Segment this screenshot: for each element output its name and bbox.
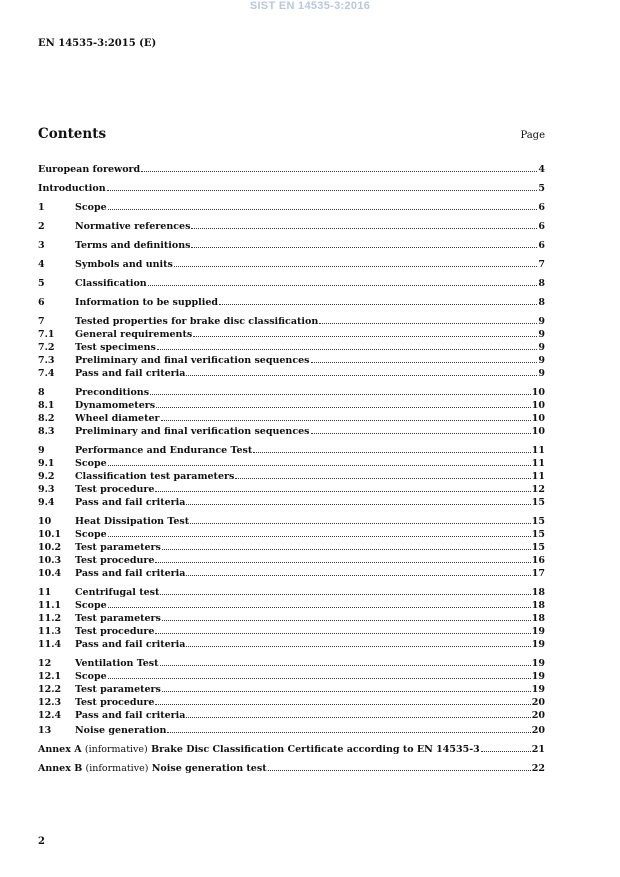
toc-entry-page: 16 [531, 555, 545, 566]
toc-entry-number: 8.1 [38, 400, 55, 411]
dot-leader [190, 522, 531, 524]
toc-entry-title: Pass and fail criteria [75, 497, 186, 508]
toc-entry-number: 12.4 [38, 710, 62, 721]
dot-leader [219, 303, 537, 305]
dot-leader [161, 419, 531, 421]
toc-entry-number: 3 [38, 240, 45, 251]
toc-entry-title [38, 743, 480, 756]
toc-entry-number: 10.3 [38, 555, 62, 566]
dot-leader [186, 574, 530, 576]
toc-entry-page: 19 [531, 658, 545, 669]
toc-entry[interactable] [38, 599, 545, 612]
toc-entry-page: 6 [538, 202, 545, 213]
toc-entry[interactable] [38, 762, 545, 775]
toc-entry[interactable] [38, 612, 545, 625]
toc-entry-number: 10.1 [38, 529, 62, 540]
toc-entry-page: 10 [531, 413, 545, 424]
page-column-label: Page [520, 130, 545, 141]
toc-entry-page: 8 [538, 278, 545, 289]
toc-entry[interactable] [38, 354, 545, 367]
toc-entry-page: 15 [531, 529, 545, 540]
toc-entry-page: 7 [538, 259, 545, 270]
toc-entry-title: Test procedure [75, 697, 155, 708]
dot-leader [155, 632, 530, 634]
toc-entry-page: 19 [531, 671, 545, 682]
toc-entry-title: Pass and fail criteria [75, 368, 186, 379]
toc-entry-number: 2 [38, 221, 45, 232]
toc-entry-number: 12 [38, 658, 52, 669]
toc-entry[interactable] [38, 399, 545, 412]
toc-entry-number: 11 [38, 587, 52, 598]
toc-entry-number: 10.2 [38, 542, 62, 553]
toc-entry-page: 18 [531, 600, 545, 611]
toc-entry-page: 20 [531, 697, 545, 708]
toc-entry-title: Heat Dissipation Test [75, 516, 190, 527]
toc-entry[interactable] [38, 277, 545, 290]
toc-entry[interactable] [38, 496, 545, 509]
toc-entry-page: 9 [538, 316, 545, 327]
toc-entry-page: 19 [531, 626, 545, 637]
toc-entry-title: Performance and Endurance Test [75, 445, 253, 456]
toc-entry[interactable] [38, 239, 545, 252]
toc-entry-page: 19 [531, 684, 545, 695]
toc-entry[interactable] [38, 541, 545, 554]
toc-entry-number: 13 [38, 725, 52, 736]
toc-entry-page: 15 [531, 542, 545, 553]
toc-entry-page: 9 [538, 355, 545, 366]
toc-entry-title: Terms and definitions [75, 240, 191, 251]
dot-leader [319, 322, 537, 324]
toc-entry-title: Preliminary and final verification sequences [75, 355, 310, 366]
toc-entry[interactable] [38, 328, 545, 341]
toc-entry-title: Pass and fail criteria [75, 568, 186, 579]
toc-entry-page: 22 [531, 763, 545, 774]
dot-leader [160, 593, 530, 595]
toc-entry-page: 6 [538, 240, 545, 251]
dot-leader [108, 464, 531, 466]
toc-entry-number: 8.3 [38, 426, 55, 437]
page-number: 2 [38, 836, 45, 847]
toc-entry-title: Classification [75, 278, 147, 289]
toc-entry-title: Test specimens [75, 342, 156, 353]
toc-entry[interactable] [38, 220, 545, 233]
annex-informative-label: (informative) [84, 744, 148, 755]
toc-entry-title: European foreword [38, 164, 141, 175]
toc-entry[interactable] [38, 444, 545, 457]
toc-entry-title: Pass and fail criteria [75, 710, 186, 721]
toc-entry[interactable] [38, 296, 545, 309]
toc-entry-page: 10 [531, 426, 545, 437]
toc-entry-number: 12.1 [38, 671, 62, 682]
toc-entry[interactable] [38, 201, 545, 214]
toc-entry-number: 8 [38, 387, 45, 398]
toc-entry-title: Noise generation [75, 725, 167, 736]
dot-leader [162, 619, 531, 621]
toc-entry-number: 9 [38, 445, 45, 456]
toc-entry-number: 7.1 [38, 329, 55, 340]
toc-entry-number: 10.4 [38, 568, 62, 579]
toc-entry-title: Test procedure [75, 484, 155, 495]
toc-entry-number: 9.3 [38, 484, 55, 495]
dot-leader [311, 361, 538, 363]
toc-entry[interactable] [38, 567, 545, 580]
toc-entry-page: 15 [531, 516, 545, 527]
toc-entry-title: Scope [75, 671, 107, 682]
dot-leader [108, 606, 531, 608]
toc-entry-title [38, 762, 267, 775]
toc-entry-page: 5 [538, 183, 545, 194]
toc-entry[interactable] [38, 709, 545, 722]
toc-entry-title: Test parameters [75, 684, 161, 695]
toc-entry-page: 4 [538, 164, 545, 175]
document-id: EN 14535-3:2015 (E) [38, 38, 157, 49]
dot-leader [162, 690, 531, 692]
toc-entry-page: 19 [531, 639, 545, 650]
toc-entry-title: Test parameters [75, 613, 161, 624]
dot-leader [156, 406, 531, 408]
toc-entry-title: Classification test parameters [75, 471, 235, 482]
dot-leader [235, 477, 530, 479]
toc-entry[interactable] [38, 683, 545, 696]
toc-entry-number: 12.2 [38, 684, 62, 695]
toc-entry[interactable] [38, 625, 545, 638]
toc-entry-number: 7 [38, 316, 45, 327]
toc-entry-number: 11.2 [38, 613, 62, 624]
toc-entry-title: Wheel diameter [75, 413, 160, 424]
dot-leader [191, 227, 537, 229]
dot-leader [155, 490, 530, 492]
toc-entry-number: 11.3 [38, 626, 62, 637]
toc-entry-title: Introduction [38, 183, 106, 194]
dot-leader [167, 731, 530, 733]
toc-entry-title: Centrifugal test [75, 587, 160, 598]
toc-entry[interactable] [38, 515, 545, 528]
toc-entry-title: Normative references [75, 221, 191, 232]
dot-leader [193, 335, 537, 337]
toc-entry-number: 1 [38, 202, 45, 213]
dot-leader [162, 548, 531, 550]
toc-entry[interactable] [38, 367, 545, 380]
toc-entry-page: 8 [538, 297, 545, 308]
toc-entry[interactable] [38, 412, 545, 425]
table-of-contents [38, 163, 545, 775]
dot-leader [191, 246, 537, 248]
toc-entry-number: 9.2 [38, 471, 55, 482]
toc-entry-page: 6 [538, 221, 545, 232]
toc-entry[interactable] [38, 724, 545, 737]
toc-entry-title: Test procedure [75, 626, 155, 637]
toc-entry-number: 7.4 [38, 368, 55, 379]
toc-entry-title: Information to be supplied [75, 297, 219, 308]
toc-entry[interactable] [38, 470, 545, 483]
toc-entry-title: Symbols and units [75, 259, 173, 270]
toc-entry-number: 10 [38, 516, 52, 527]
toc-entry[interactable] [38, 163, 545, 176]
toc-entry-page: 18 [531, 613, 545, 624]
toc-entry-page: 18 [531, 587, 545, 598]
dot-leader [186, 645, 530, 647]
dot-leader [155, 703, 530, 705]
toc-entry-title: Scope [75, 600, 107, 611]
dot-leader [155, 561, 530, 563]
toc-entry-page: 11 [531, 445, 545, 456]
toc-entry-title: Test parameters [75, 542, 161, 553]
toc-entry-title: Pass and fail criteria [75, 639, 186, 650]
toc-entry[interactable] [38, 315, 545, 328]
toc-entry-page: 12 [531, 484, 545, 495]
toc-entry[interactable] [38, 743, 545, 756]
toc-entry-page: 9 [538, 368, 545, 379]
toc-entry-title: Scope [75, 202, 107, 213]
dot-leader [268, 769, 531, 771]
dot-leader [481, 750, 531, 752]
toc-entry[interactable] [38, 182, 545, 195]
dot-leader [148, 284, 538, 286]
toc-entry[interactable] [38, 554, 545, 567]
dot-leader [160, 664, 531, 666]
dot-leader [174, 265, 538, 267]
watermark: SIST EN 14535-3:2016 [249, 0, 371, 12]
toc-entry-title: Tested properties for brake disc classification [75, 316, 319, 327]
toc-entry[interactable] [38, 657, 545, 670]
toc-entry-page: 9 [538, 329, 545, 340]
annex-label: Annex A [38, 744, 82, 755]
toc-entry-title: Dynamometers [75, 400, 156, 411]
toc-entry[interactable] [38, 586, 545, 599]
toc-entry-number: 7.2 [38, 342, 55, 353]
toc-entry-page: 10 [531, 387, 545, 398]
dot-leader [311, 432, 531, 434]
toc-entry[interactable] [38, 483, 545, 496]
toc-entry-page: 11 [531, 471, 545, 482]
toc-entry-title: Test procedure [75, 555, 155, 566]
toc-entry-page: 11 [531, 458, 545, 469]
contents-heading: Contents [38, 126, 107, 142]
toc-entry[interactable] [38, 386, 545, 399]
toc-entry-number: 11.1 [38, 600, 62, 611]
dot-leader [141, 170, 537, 172]
toc-entry-number: 5 [38, 278, 45, 289]
annex-title: Brake Disc Classification Certificate according to EN 14535-3 [151, 744, 480, 755]
toc-entry-page: 20 [531, 725, 545, 736]
dot-leader [253, 451, 530, 453]
toc-entry-page: 17 [531, 568, 545, 579]
toc-entry[interactable] [38, 638, 545, 651]
toc-entry[interactable] [38, 528, 545, 541]
toc-entry[interactable] [38, 341, 545, 354]
toc-entry-page: 15 [531, 497, 545, 508]
toc-entry[interactable] [38, 258, 545, 271]
dot-leader [108, 535, 531, 537]
toc-entry[interactable] [38, 425, 545, 438]
annex-label: Annex B [38, 763, 83, 774]
toc-entry-number: 4 [38, 259, 45, 270]
dot-leader [107, 189, 538, 191]
dot-leader [150, 393, 531, 395]
toc-entry-title: Scope [75, 458, 107, 469]
dot-leader [186, 503, 530, 505]
toc-entry-title: Ventilation Test [75, 658, 159, 669]
toc-entry-page: 21 [531, 744, 545, 755]
toc-entry-page: 9 [538, 342, 545, 353]
dot-leader [157, 348, 538, 350]
toc-entry-page: 20 [531, 710, 545, 721]
toc-entry-page: 10 [531, 400, 545, 411]
toc-entry-number: 6 [38, 297, 45, 308]
toc-entry-title: General requirements [75, 329, 193, 340]
dot-leader [186, 716, 530, 718]
dot-leader [108, 208, 538, 210]
toc-entry-title: Scope [75, 529, 107, 540]
toc-entry[interactable] [38, 670, 545, 683]
toc-entry[interactable] [38, 457, 545, 470]
dot-leader [108, 677, 531, 679]
toc-entry-number: 8.2 [38, 413, 55, 424]
toc-entry-title: Preliminary and final verification sequences [75, 426, 310, 437]
toc-entry-number: 11.4 [38, 639, 62, 650]
toc-entry-number: 7.3 [38, 355, 55, 366]
annex-title: Noise generation test [151, 763, 267, 774]
toc-entry-title: Preconditions [75, 387, 150, 398]
toc-entry[interactable] [38, 696, 545, 709]
dot-leader [186, 374, 537, 376]
toc-entry-number: 9.1 [38, 458, 55, 469]
annex-informative-label: (informative) [85, 763, 149, 774]
toc-entry-number: 12.3 [38, 697, 62, 708]
toc-entry-number: 9.4 [38, 497, 55, 508]
